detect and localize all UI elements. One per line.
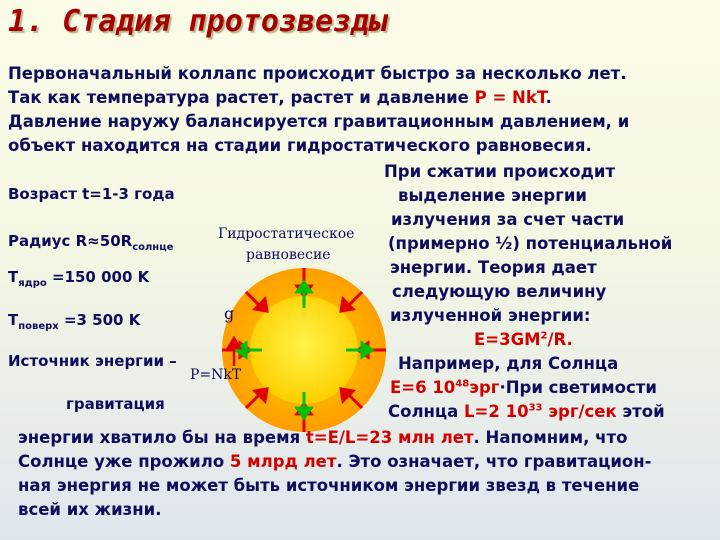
bottom-line-2: Солнце уже прожило 5 млрд лет. Это означает, что гравитацион- xyxy=(18,452,652,471)
right-line-4: (примерно ½) потенциальной xyxy=(388,234,673,253)
hydrostatic-label-line-2: равновесие xyxy=(246,247,331,263)
slide-title: 1. Стадия протозвезды xyxy=(8,4,388,39)
right-line-3: излучения за счет части xyxy=(391,210,625,229)
example-line-3: Солнца L=2 $10^{33}$ эрг/сек этой xyxy=(388,402,665,421)
bottom-line-3: ная энергия не может быть источником энергии звезд в течение xyxy=(18,476,640,495)
right-line-7: излученной энергии: xyxy=(390,306,591,325)
sun-age-value: 5 млрд лет xyxy=(229,452,337,471)
gravity-g-label: g xyxy=(224,304,235,323)
lifetime-formula: t=E/L=23 млн лет xyxy=(305,428,474,447)
radius-text: Радиус $R\approx 50R_{солнце}$ xyxy=(8,232,174,253)
bottom-line-1: энергии хватило бы на время t=E/L=23 млн лет. Напомним, что xyxy=(18,428,628,447)
intro-line-1: Первоначальный коллапс происходит быстро за несколько лет. xyxy=(8,64,627,83)
surface-temperature-text: $T_{поверх} =3$ 500 K xyxy=(8,311,141,332)
intro-line-3: Давление наружу балансируется гравитационным давлением, и xyxy=(8,112,630,131)
pressure-formula: P = NkT xyxy=(474,88,546,107)
right-line-1: При сжатии происходит xyxy=(384,162,616,181)
pressure-p-label: P=NkT xyxy=(190,367,242,383)
example-line-2: E=6 $10^{48}эрг\cdot При$ светимости xyxy=(390,378,657,397)
right-line-6: следующую величину xyxy=(392,282,607,301)
example-line-1: Например, для Солнца xyxy=(398,354,619,373)
right-line-5: энергии. Теория дает xyxy=(390,258,597,277)
hydrostatic-label-line-1: Гидростатическое xyxy=(218,226,355,242)
right-line-2: выделение энергии xyxy=(398,186,587,205)
core-temperature-text: $T_{ядро} =150$ 000 K xyxy=(8,268,150,289)
energy-source-text: Источник энергии – xyxy=(8,352,177,370)
gravity-text: гравитация xyxy=(66,395,165,413)
bottom-line-4: всей их жизни. xyxy=(18,500,162,519)
energy-formula: $E=3GM^2/R$. xyxy=(474,330,573,349)
intro-line-4: объект находится на стадии гидростатического равновесия. xyxy=(8,136,592,155)
age-text: Возраст t=1-3 года xyxy=(8,185,175,203)
intro-line-2: Так как температура растет, растет и давление P = NkT. xyxy=(8,88,552,107)
star-equilibrium-diagram xyxy=(200,262,400,434)
